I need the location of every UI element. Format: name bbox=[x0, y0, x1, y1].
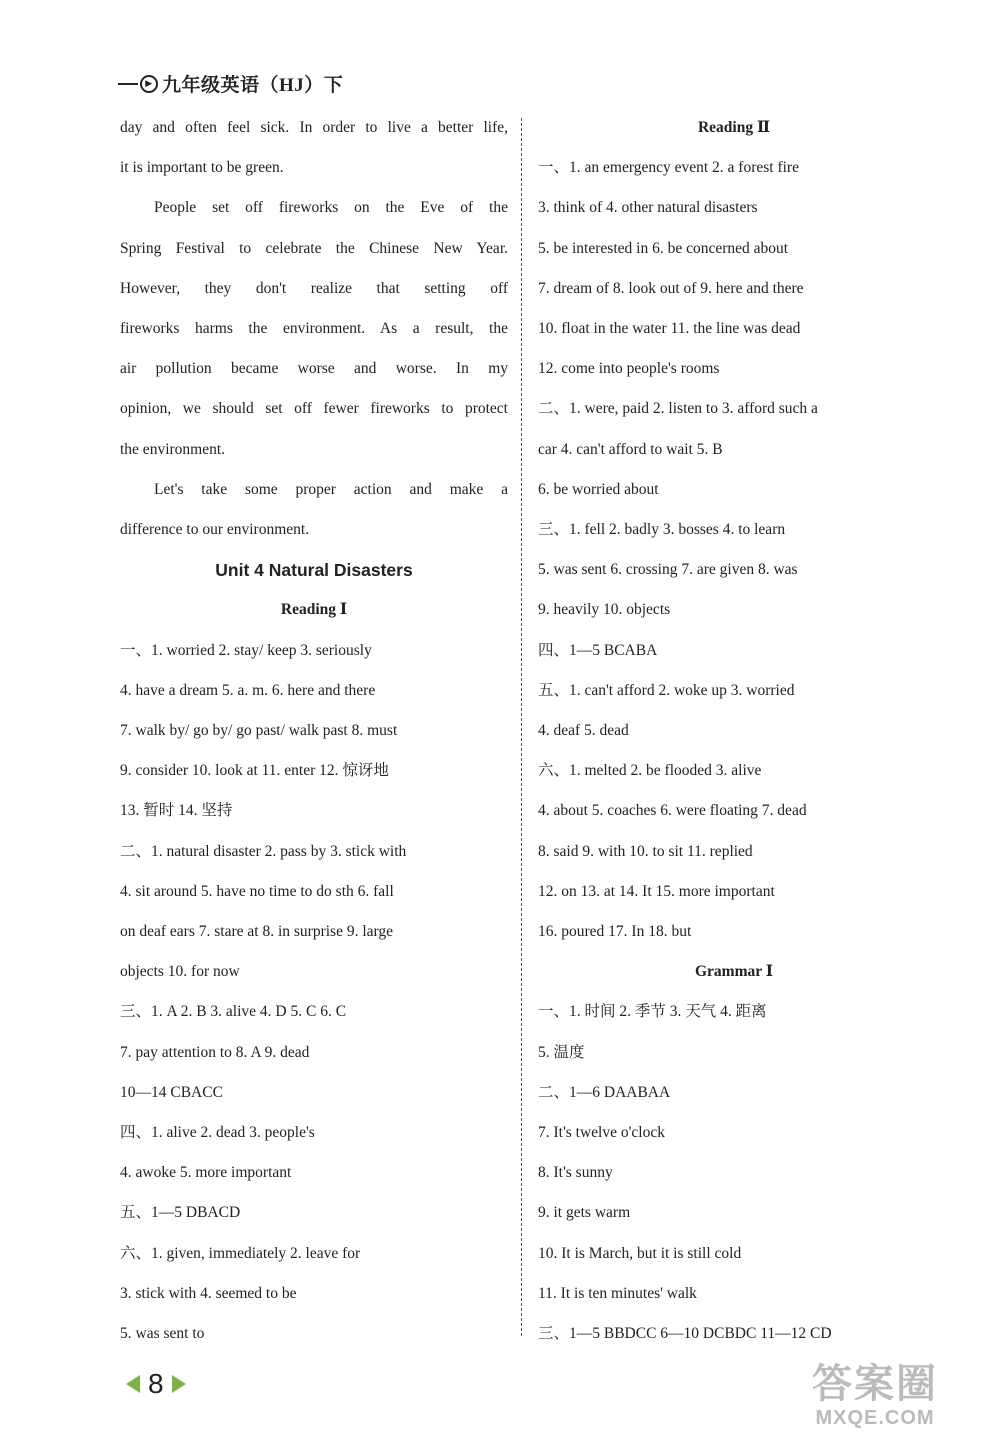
essay-line: it is important to be green. bbox=[120, 159, 284, 177]
answer-line: 4. sit around 5. have no time to do sth 6. fall bbox=[120, 882, 394, 900]
answer-line: 4. deaf 5. dead bbox=[538, 722, 629, 740]
answer-line: 12. on 13. at 14. It 15. more important bbox=[538, 882, 775, 900]
page-footer bbox=[126, 1368, 186, 1400]
answer-line: 5. was sent 6. crossing 7. are given 8. was bbox=[538, 561, 798, 579]
answer-line: on deaf ears 7. stare at 8. in surprise 9. large bbox=[120, 923, 394, 941]
left-column bbox=[120, 108, 508, 1354]
essay-line: Let's take some proper action and make a bbox=[154, 480, 508, 498]
answer-line: 三、1. fell 2. badly 3. bosses 4. to learn bbox=[538, 521, 786, 539]
section-title-reading-2: Reading Ⅱ bbox=[697, 119, 771, 136]
essay-line: difference to our environment. bbox=[120, 521, 310, 539]
answer-line: 二、1—6 DAABAA bbox=[538, 1083, 671, 1101]
essay-line: opinion, we should set off fewer fireworks to protect bbox=[120, 400, 508, 418]
essay-line: People set off fireworks on the Eve of the bbox=[154, 199, 508, 217]
answer-line: objects 10. for now bbox=[120, 963, 240, 981]
answer-line: 三、1—5 BBDCC 6—10 DCBDC 11—12 CD bbox=[538, 1325, 832, 1343]
essay-line: air pollution became worse and worse. In my bbox=[120, 360, 508, 378]
answer-line: 六、1. given, immediately 2. leave for bbox=[120, 1244, 361, 1262]
watermark-text: 答案圈 bbox=[812, 1362, 938, 1406]
page-header bbox=[118, 70, 343, 97]
answer-line: 12. come into people's rooms bbox=[538, 360, 720, 378]
answer-line: 7. dream of 8. look out of 9. here and there bbox=[538, 279, 804, 297]
answer-line: 3. stick with 4. seemed to be bbox=[120, 1284, 297, 1302]
header-arrow-icon: ▶ bbox=[118, 75, 158, 93]
answer-line: 二、1. were, paid 2. listen to 3. afford such a bbox=[538, 400, 818, 418]
answer-line: 9. consider 10. look at 11. enter 12. 惊讶地 bbox=[120, 762, 389, 780]
answer-line: 一、1. worried 2. stay/ keep 3. seriously bbox=[120, 641, 372, 659]
answer-line: 5. be interested in 6. be concerned about bbox=[538, 239, 789, 257]
answer-line: 10—14 CBACC bbox=[120, 1083, 223, 1101]
column-divider bbox=[521, 118, 522, 1336]
answer-line: 六、1. melted 2. be flooded 3. alive bbox=[538, 762, 762, 780]
answer-line: 五、1. can't afford 2. woke up 3. worried bbox=[538, 681, 795, 699]
essay-line: the environment. bbox=[120, 440, 226, 458]
page-number: 8 bbox=[148, 1368, 164, 1399]
answer-line: 四、1—5 BCABA bbox=[538, 641, 658, 659]
essay-line: However, they don't realize that setting off bbox=[120, 279, 508, 297]
answer-line: 4. awoke 5. more important bbox=[120, 1164, 292, 1182]
answer-line: 4. about 5. coaches 6. were floating 7. dead bbox=[538, 802, 807, 820]
answer-line: 13. 暂时 14. 坚持 bbox=[120, 802, 233, 820]
watermark-logo bbox=[812, 1362, 938, 1430]
answer-line: 16. poured 17. In 18. but bbox=[538, 923, 692, 941]
answer-line: 四、1. alive 2. dead 3. people's bbox=[120, 1124, 315, 1142]
answer-line: 11. It is ten minutes' walk bbox=[538, 1284, 697, 1302]
right-column bbox=[538, 108, 930, 1354]
unit-title: Unit 4 Natural Disasters bbox=[215, 560, 413, 581]
answer-line: 3. think of 4. other natural disasters bbox=[538, 199, 758, 217]
answer-line: 8. said 9. with 10. to sit 11. replied bbox=[538, 842, 753, 860]
answer-line: 7. walk by/ go by/ go past/ walk past 8. must bbox=[120, 722, 398, 740]
answer-line: 一、1. an emergency event 2. a forest fire bbox=[538, 159, 799, 177]
answer-line: 一、1. 时间 2. 季节 3. 天气 4. 距离 bbox=[538, 1003, 767, 1021]
section-title-grammar-1: Grammar Ⅰ bbox=[695, 963, 773, 981]
answer-line: 10. It is March, but it is still cold bbox=[538, 1244, 742, 1262]
answer-line: 8. It's sunny bbox=[538, 1164, 613, 1182]
answer-line: 7. pay attention to 8. A 9. dead bbox=[120, 1043, 310, 1061]
essay-line: day and often feel sick. In order to live a better life, bbox=[120, 119, 508, 136]
answer-line: 二、1. natural disaster 2. pass by 3. stick with bbox=[120, 842, 407, 860]
watermark-url: MXQE.COM bbox=[815, 1407, 935, 1429]
right-arrow-icon bbox=[172, 1375, 186, 1393]
answer-line: 五、1—5 DBACD bbox=[120, 1204, 241, 1222]
answer-line: 4. have a dream 5. a. m. 6. here and there bbox=[120, 681, 376, 699]
header-title: 九年级英语（HJ）下 bbox=[162, 75, 344, 96]
answer-line: 7. It's twelve o'clock bbox=[538, 1124, 665, 1142]
answer-line: 6. be worried about bbox=[538, 480, 659, 498]
answer-line: car 4. can't afford to wait 5. B bbox=[538, 440, 723, 458]
answer-line: 5. was sent to bbox=[120, 1325, 205, 1343]
section-title-reading-1: Reading Ⅰ bbox=[280, 601, 348, 619]
left-arrow-icon bbox=[126, 1375, 140, 1393]
answer-line: 5. 温度 bbox=[538, 1043, 585, 1061]
answer-line: 10. float in the water 11. the line was dead bbox=[538, 320, 801, 338]
answer-line: 9. heavily 10. objects bbox=[538, 601, 671, 619]
essay-line: fireworks harms the environment. As a result, the bbox=[120, 320, 508, 338]
answer-line: 三、1. A 2. B 3. alive 4. D 5. C 6. C bbox=[120, 1003, 347, 1021]
answer-line: 9. it gets warm bbox=[538, 1204, 631, 1222]
essay-line: Spring Festival to celebrate the Chinese New Year. bbox=[120, 239, 508, 257]
